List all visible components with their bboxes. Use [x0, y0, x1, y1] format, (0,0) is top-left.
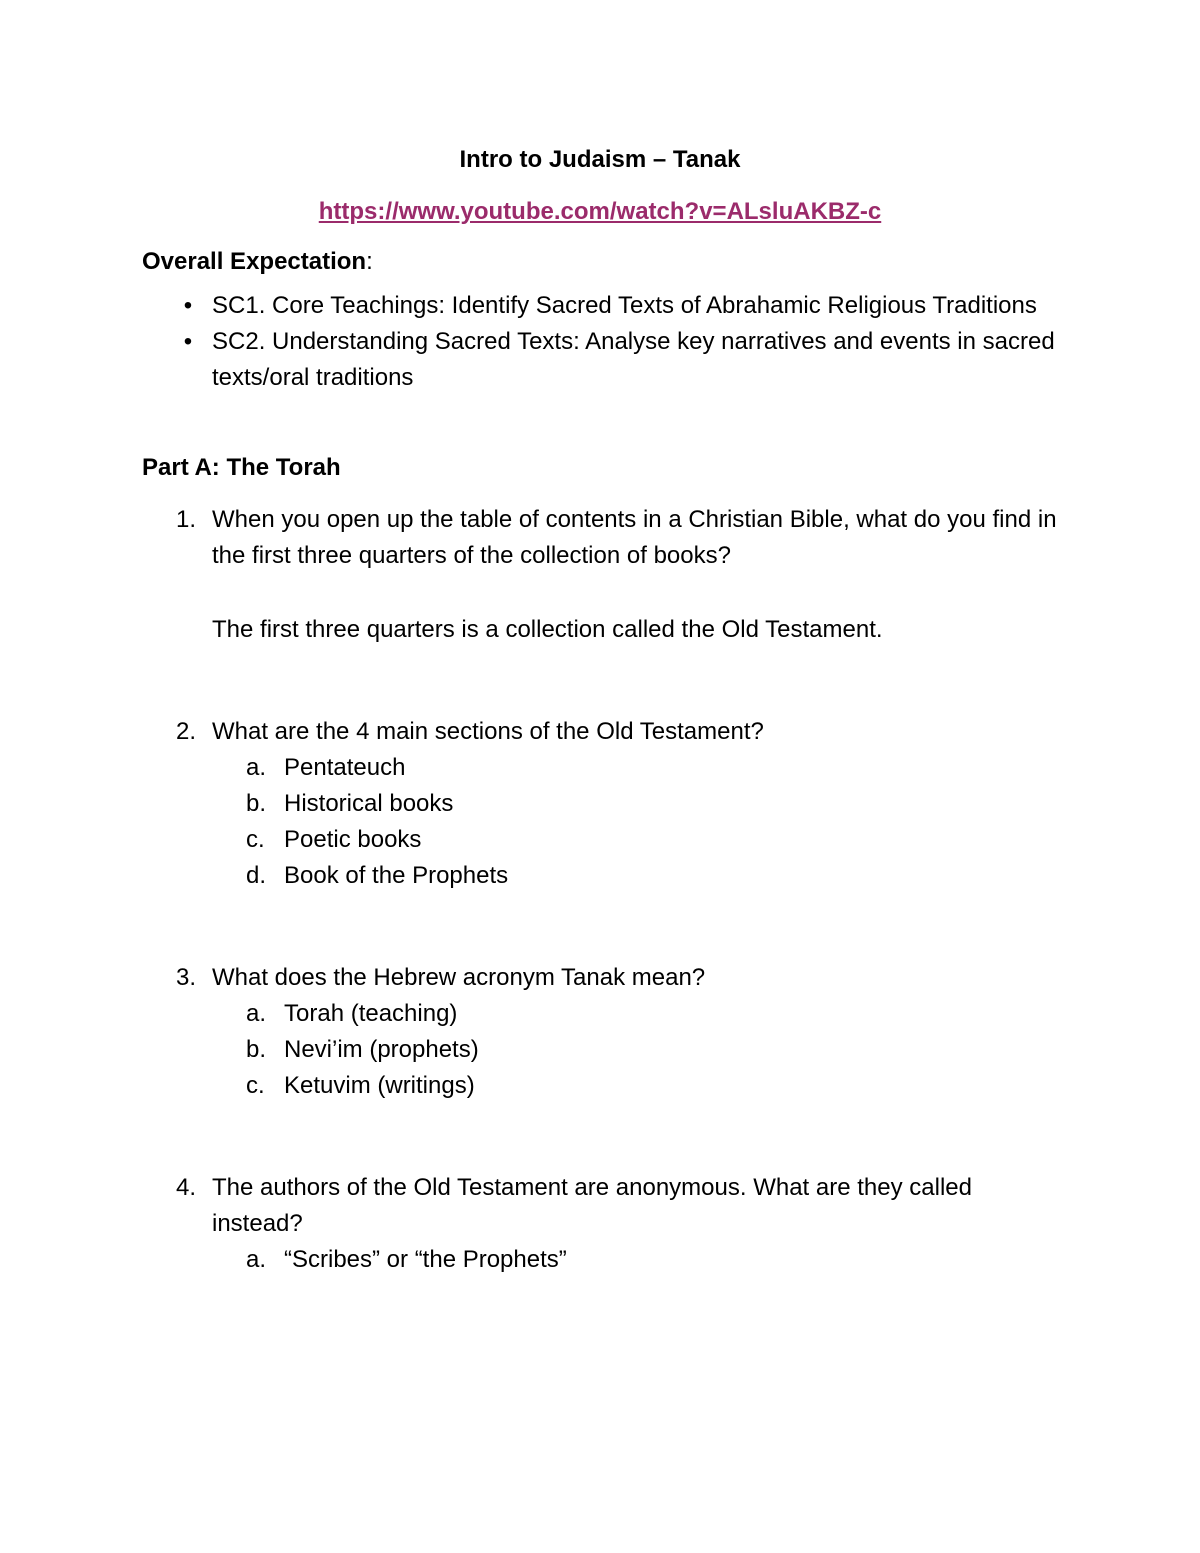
answer-item	[212, 1068, 1058, 1104]
answer-letter: d.	[246, 862, 267, 889]
answer-letter: c.	[246, 826, 265, 853]
answer-letter: c.	[246, 1072, 265, 1099]
answer-item	[212, 786, 1058, 822]
answer-item-text: Ketuvim (writings)	[284, 1072, 475, 1099]
question-text: What does the Hebrew acronym Tanak mean?	[212, 964, 706, 991]
overall-expectation-label: Overall Expectation	[142, 248, 367, 275]
overall-expectation-heading	[142, 246, 1058, 278]
bullet-icon: •	[183, 328, 193, 355]
question-item	[142, 960, 1058, 1104]
question-number: 3.	[176, 964, 197, 991]
expectation-text: SC1. Core Teachings: Identify Sacred Texts of Abrahamic Religious Traditions	[212, 292, 1037, 319]
answer-letter: a.	[246, 754, 267, 781]
answer-item	[212, 1242, 1058, 1278]
answer-item-text: Historical books	[284, 790, 454, 817]
answer-item	[212, 1032, 1058, 1068]
answer-item	[212, 750, 1058, 786]
expectation-item	[142, 324, 1058, 396]
answer-item	[212, 822, 1058, 858]
answer-item-text: “Scribes” or “the Prophets”	[284, 1246, 567, 1273]
answer-item-text: Pentateuch	[284, 754, 406, 781]
question-text: The authors of the Old Testament are anonymous. What are they called instead?	[212, 1174, 972, 1237]
expectation-item	[142, 288, 1058, 324]
question-text: When you open up the table of contents in a Christian Bible, what do you find in the first three quarters of the collection of books?	[212, 506, 1057, 569]
question-item	[142, 714, 1058, 894]
question-item	[142, 502, 1058, 648]
answer-list	[212, 750, 1058, 894]
answer-text: The first three quarters is a collection called the Old Testament.	[212, 616, 883, 643]
question-text: What are the 4 main sections of the Old Testament?	[212, 718, 764, 745]
question-number: 4.	[176, 1174, 197, 1201]
questions-list	[142, 502, 1058, 1278]
bullet-icon: •	[183, 292, 193, 319]
document-title: Intro to Judaism – Tanak	[459, 146, 741, 173]
question-item	[142, 1170, 1058, 1278]
question-number: 1.	[176, 506, 197, 533]
answer-item	[212, 858, 1058, 894]
youtube-link[interactable]: https://www.youtube.com/watch?v=ALsluAKBZ-c	[318, 198, 882, 225]
answer-list	[212, 1242, 1058, 1278]
answer-list	[212, 996, 1058, 1104]
link-line	[142, 196, 1058, 228]
answer-letter: a.	[246, 1246, 267, 1273]
overall-expectation-colon: :	[366, 248, 373, 275]
answer-letter: b.	[246, 1036, 267, 1063]
answer-item-text: Nevi’im (prophets)	[284, 1036, 479, 1063]
answer-letter: a.	[246, 1000, 267, 1027]
expectation-text: SC2. Understanding Sacred Texts: Analyse key narratives and events in sacred texts/oral traditions	[212, 328, 1055, 391]
question-number: 2.	[176, 718, 197, 745]
part-a-heading: Part A: The Torah	[142, 454, 341, 481]
answer-item	[212, 996, 1058, 1032]
answer-item-text: Book of the Prophets	[284, 862, 509, 889]
answer-item-text: Poetic books	[284, 826, 422, 853]
answer-letter: b.	[246, 790, 267, 817]
expectations-list	[142, 288, 1058, 396]
answer-item-text: Torah (teaching)	[284, 1000, 458, 1027]
